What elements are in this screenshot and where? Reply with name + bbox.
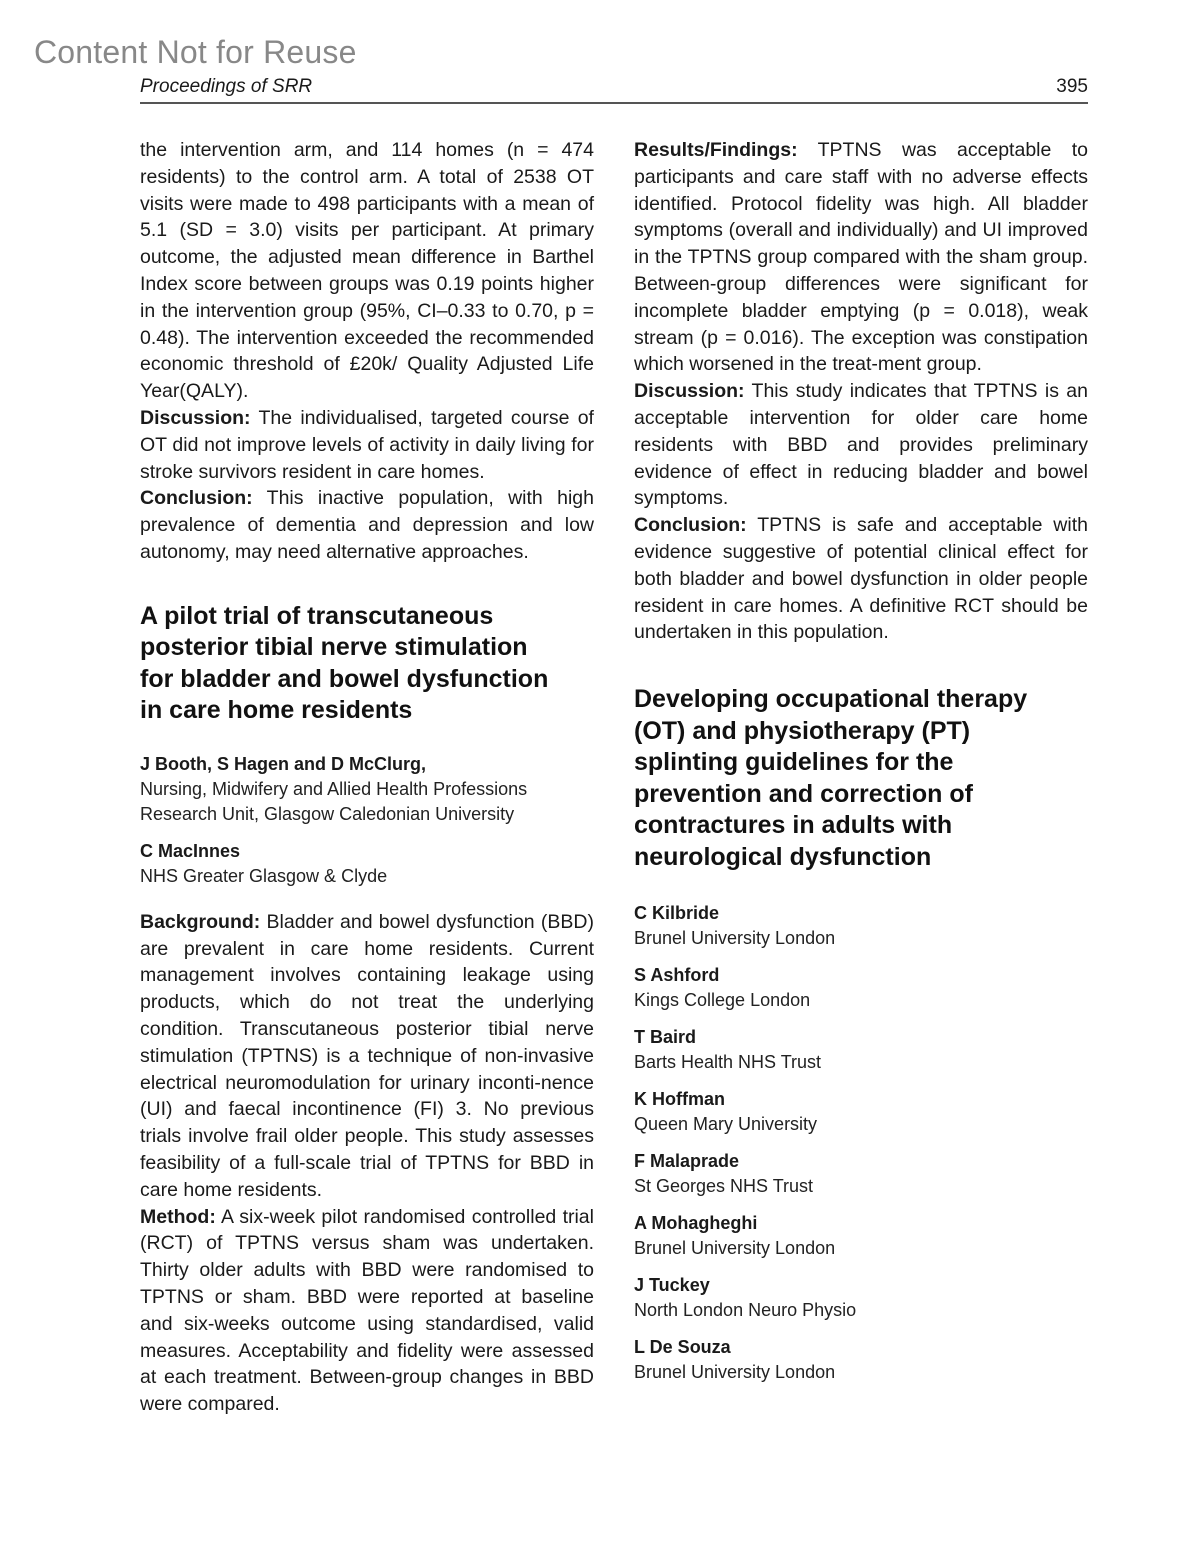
author-affiliation: Kings College London	[634, 990, 811, 1011]
conclusion-text: This inactive population, with high prevalence of dementia and depression and low autonomy, may need alternative approaches.	[140, 487, 594, 563]
author-name: A Mohagheghi	[634, 1213, 758, 1234]
author-entry	[634, 1025, 1088, 1075]
method-text: A six-week pilot randomised controlled trial (RCT) of TPTNS versus sham was undertaken. Thirty older adults with BBD were randomised to TPTNS or sham. BBD were reported at baseline and six-weeks outcome using standardised, valid measures. Acceptability and fidelity were assessed at each treatment. Between-group changes in BBD were compared.	[140, 1205, 594, 1416]
author-name: C Kilbride	[634, 903, 720, 924]
author-name: F Malaprade	[634, 1151, 740, 1172]
discussion-paragraph	[634, 378, 1088, 512]
author-names: J Booth, S Hagen and D McClurg,	[140, 753, 427, 774]
author-name: K Hoffman	[634, 1089, 725, 1110]
method-label: Method:	[140, 1205, 216, 1228]
abstract-title: A pilot trial of transcutaneous posterior tibial nerve stimulation for bladder and bowel dysfunction in care home residents	[140, 601, 549, 725]
running-head	[140, 74, 1088, 104]
author-names: C MacInnes	[140, 840, 241, 861]
author-entry	[634, 1335, 1088, 1385]
conclusion-label: Conclusion:	[140, 487, 253, 510]
results-label: Results/Findings:	[634, 139, 798, 161]
method-paragraph	[140, 1204, 594, 1418]
author-affiliation: Barts Health NHS Trust	[634, 1052, 822, 1073]
journal-name: Proceedings of SRR	[140, 76, 313, 97]
discussion-label: Discussion:	[634, 380, 745, 403]
author-name: J Tuckey	[634, 1275, 710, 1296]
author-affiliation: Brunel University London	[634, 1238, 836, 1259]
author-group	[140, 839, 594, 889]
author-entry	[634, 1211, 1088, 1261]
author-entry	[634, 1273, 1088, 1323]
conclusion-paragraph	[140, 485, 594, 565]
results-paragraph	[634, 137, 1088, 378]
abstract-title: Developing occupational therapy (OT) and physiotherapy (PT) splinting guidelines for the prevention and correction of contractures in adults with neurological dysfunction	[634, 685, 1028, 871]
author-affiliation: North London Neuro Physio	[634, 1300, 857, 1321]
background-label: Background:	[140, 910, 261, 933]
author-affiliation: Research Unit, Glasgow Caledonian University	[140, 803, 515, 824]
discussion-text: The individualised, targeted course of OT did not improve levels of activity in daily living for stroke survivors resident in care homes.	[140, 406, 594, 483]
author-name: T Baird	[634, 1027, 697, 1048]
conclusion-text: TPTNS is safe and acceptable with evidence suggestive of potential clinical effect for both bladder and bowel dysfunction in older people resident in care homes. A definitive RCT should be undertaken in this population.	[634, 514, 1088, 644]
page-number: 395	[1056, 76, 1088, 97]
author-list	[634, 901, 1088, 1385]
results-continuation: the intervention arm, and 114 homes (n = 474 residents) to the control arm. A total of 2538 OT visits were made to 498 participants with a mean of 5.1 (SD = 3.0) visits per participant. At primary outcome, the adjusted mean difference in Barthel Index score between groups was 0.19 points higher in the intervention group (95%, CI–0.33 to 0.70, p = 0.48). The intervention exceeded the recommended economic threshold of £20k/ Quality Adjusted Life Year(QALY).	[140, 139, 594, 403]
right-column	[634, 137, 1088, 1385]
background-paragraph	[140, 909, 594, 1204]
author-group	[140, 752, 594, 827]
discussion-label: Discussion:	[140, 406, 251, 429]
results-text: TPTNS was acceptable to participants and care staff with no adverse effects identified. Protocol fidelity was high. All bladder symptoms (overall and individually) and UI improved in the TPTNS group compared with the sham group. Between-group differences were significant for incomplete bladder emptying (p = 0.018), weak stream (p = 0.016). The exception was constipation which worsened in the treat-ment group.	[634, 139, 1088, 376]
author-name: S Ashford	[634, 965, 720, 986]
conclusion-label: Conclusion:	[634, 514, 747, 537]
conclusion-paragraph	[634, 512, 1088, 646]
discussion-text: This study indicates that TPTNS is an acceptable intervention for older care home residents with BBD and provides preliminary evidence of effect in reducing bladder and bowel symptoms.	[634, 380, 1088, 510]
author-name: L De Souza	[634, 1337, 731, 1358]
author-affiliation: Brunel University London	[634, 928, 836, 949]
author-entry	[634, 1087, 1088, 1137]
author-affiliation: NHS Greater Glasgow & Clyde	[140, 865, 388, 886]
author-affiliation: Nursing, Midwifery and Allied Health Professions	[140, 778, 528, 799]
left-column	[140, 137, 594, 1418]
discussion-paragraph	[140, 405, 594, 485]
author-affiliation: Brunel University London	[634, 1362, 836, 1383]
author-affiliation: St Georges NHS Trust	[634, 1176, 814, 1197]
author-affiliation: Queen Mary University	[634, 1114, 818, 1135]
watermark: Content Not for Reuse	[34, 34, 357, 70]
background-text: Bladder and bowel dysfunction (BBD) are prevalent in care home residents. Current management involves containing leakage using products, which do not treat the underlying condition. Transcutaneous posterior tibial nerve stimulation (TPTNS) is a technique of non-invasive electrical neuromodulation for urinary inconti-nence (UI) and faecal incontinence (FI) 3. No previous trials involve frail older people. This study assesses feasibility of a full-scale trial of TPTNS for BBD in care home residents.	[140, 910, 594, 1201]
author-entry	[634, 963, 1088, 1013]
author-entry	[634, 1149, 1088, 1199]
author-entry	[634, 901, 1088, 951]
